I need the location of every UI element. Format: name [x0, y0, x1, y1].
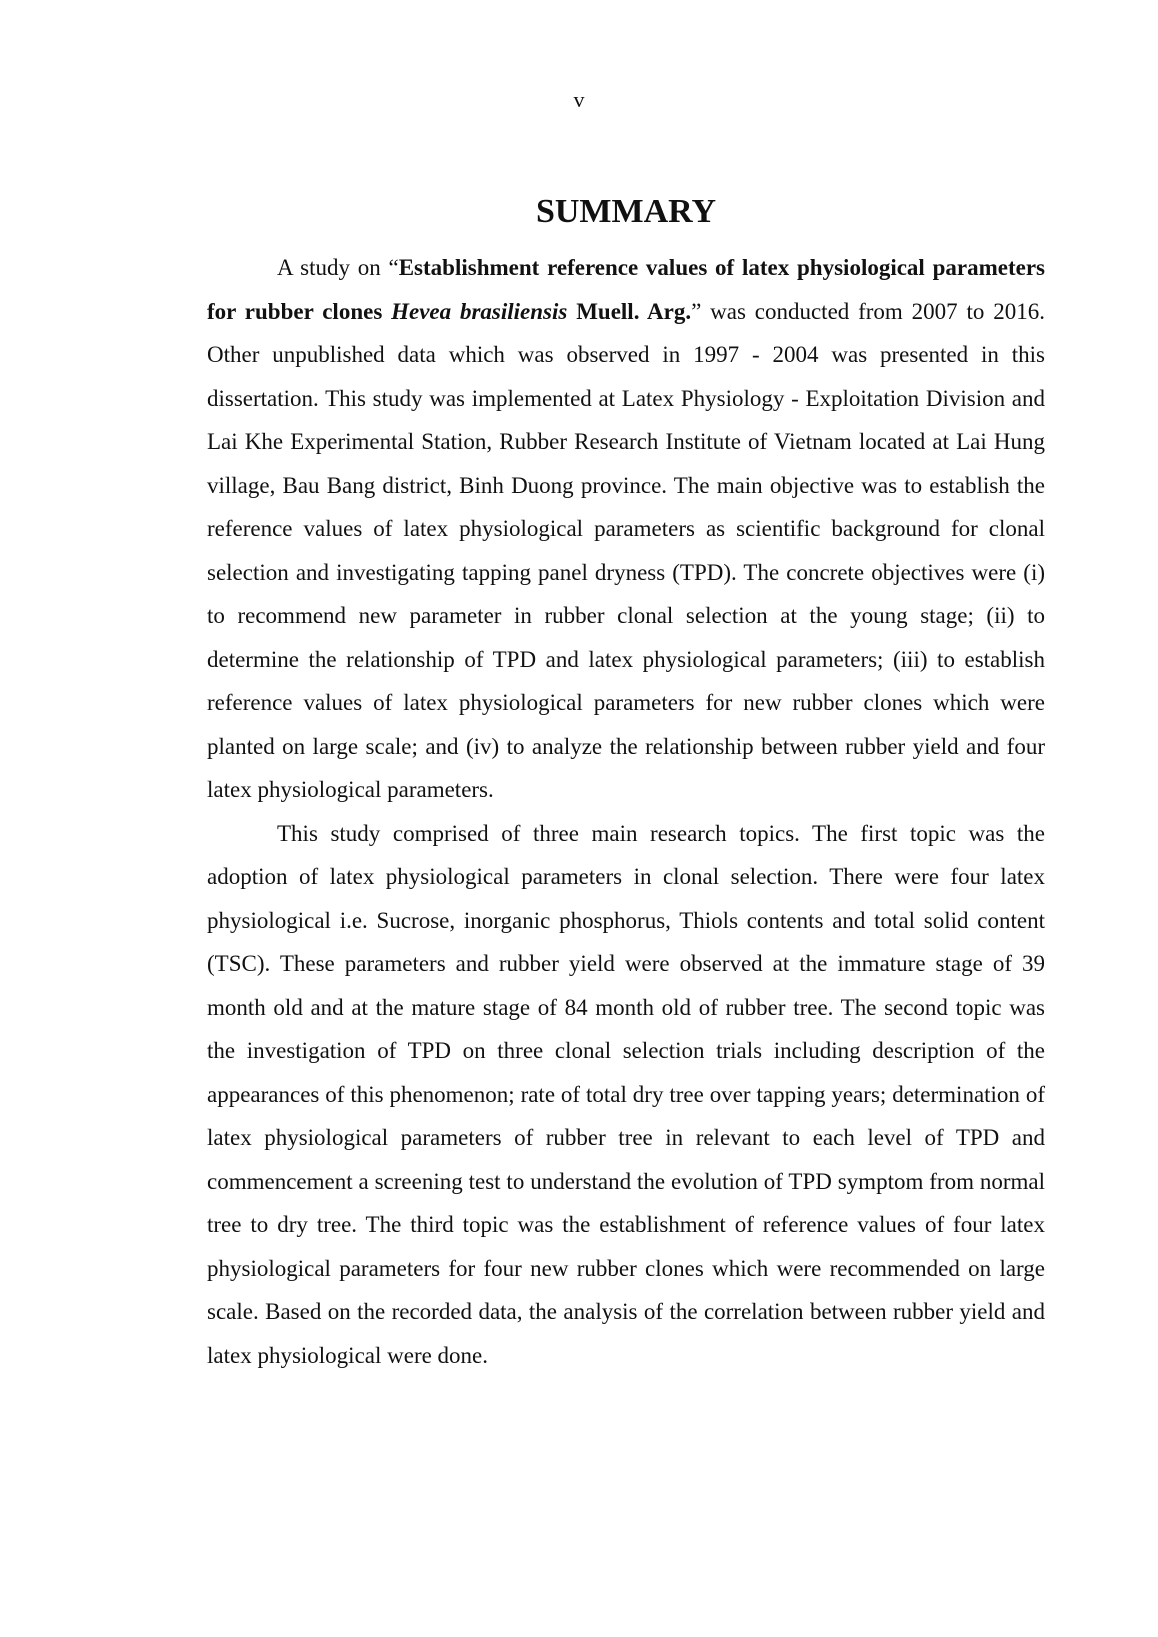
paragraph-1-intro: A study on “ [277, 255, 399, 280]
study-title-part-2: Muell. Arg. [567, 298, 692, 324]
summary-paragraph-2: This study comprised of three main research topics. The first topic was the adoption of latex physiological parameters in clonal selection. There were four latex physiological i.e. Sucrose, inorganic phosphorus, Thiols contents and total solid content (TSC). These parameters and rubber yield were observed at the immature stage of 39 month old and at the mature stage of 84 month old of rubber tree. The second topic was the investigation of TPD on three clonal selection trials including description of the appearances of this phenomenon; rate of total dry tree over tapping years; determination of latex physiological parameters of rubber tree in relevant to each level of TPD and commencement a screening test to understand the evolution of TPD symptom from normal tree to dry tree. The third topic was the establishment of reference values of four latex physiological parameters for four new rubber clones which were recommended on large scale. Based on the recorded data, the analysis of the correlation between rubber yield and latex physiological were done. [207, 820, 1045, 1368]
study-title-part-1: Establishment reference values of latex physiological parameters for rubber clones [207, 255, 1045, 324]
summary-paragraph-1 [207, 246, 1045, 812]
summary-body [207, 246, 1045, 1377]
page-title: SUMMARY [535, 193, 717, 230]
page-number: v [573, 87, 585, 112]
species-name: Hevea brasiliensis [391, 298, 568, 324]
paragraph-1-body: ” was conducted from 2007 to 2016. Other unpublished data which was observed in 1997 - 2004 was presented in this dissertation. This study was implemented at Latex Physiology - Exploitation Division and Lai Khe Experimental Station, Rubber Research Institute of Vietnam located at Lai Hung village, Bau Bang district, Binh Duong province. The main objective was to establish the reference values of latex physiological parameters as scientific background for clonal selection and investigating tapping panel dryness (TPD). The concrete objectives were (i) to recommend new parameter in rubber clonal selection at the young stage; (ii) to determine the relationship of TPD and latex physiological parameters; (iii) to establish reference values of latex physiological parameters for new rubber clones which were planted on large scale; and (iv) to analyze the relationship between rubber yield and four latex physiological parameters. [207, 298, 1045, 802]
